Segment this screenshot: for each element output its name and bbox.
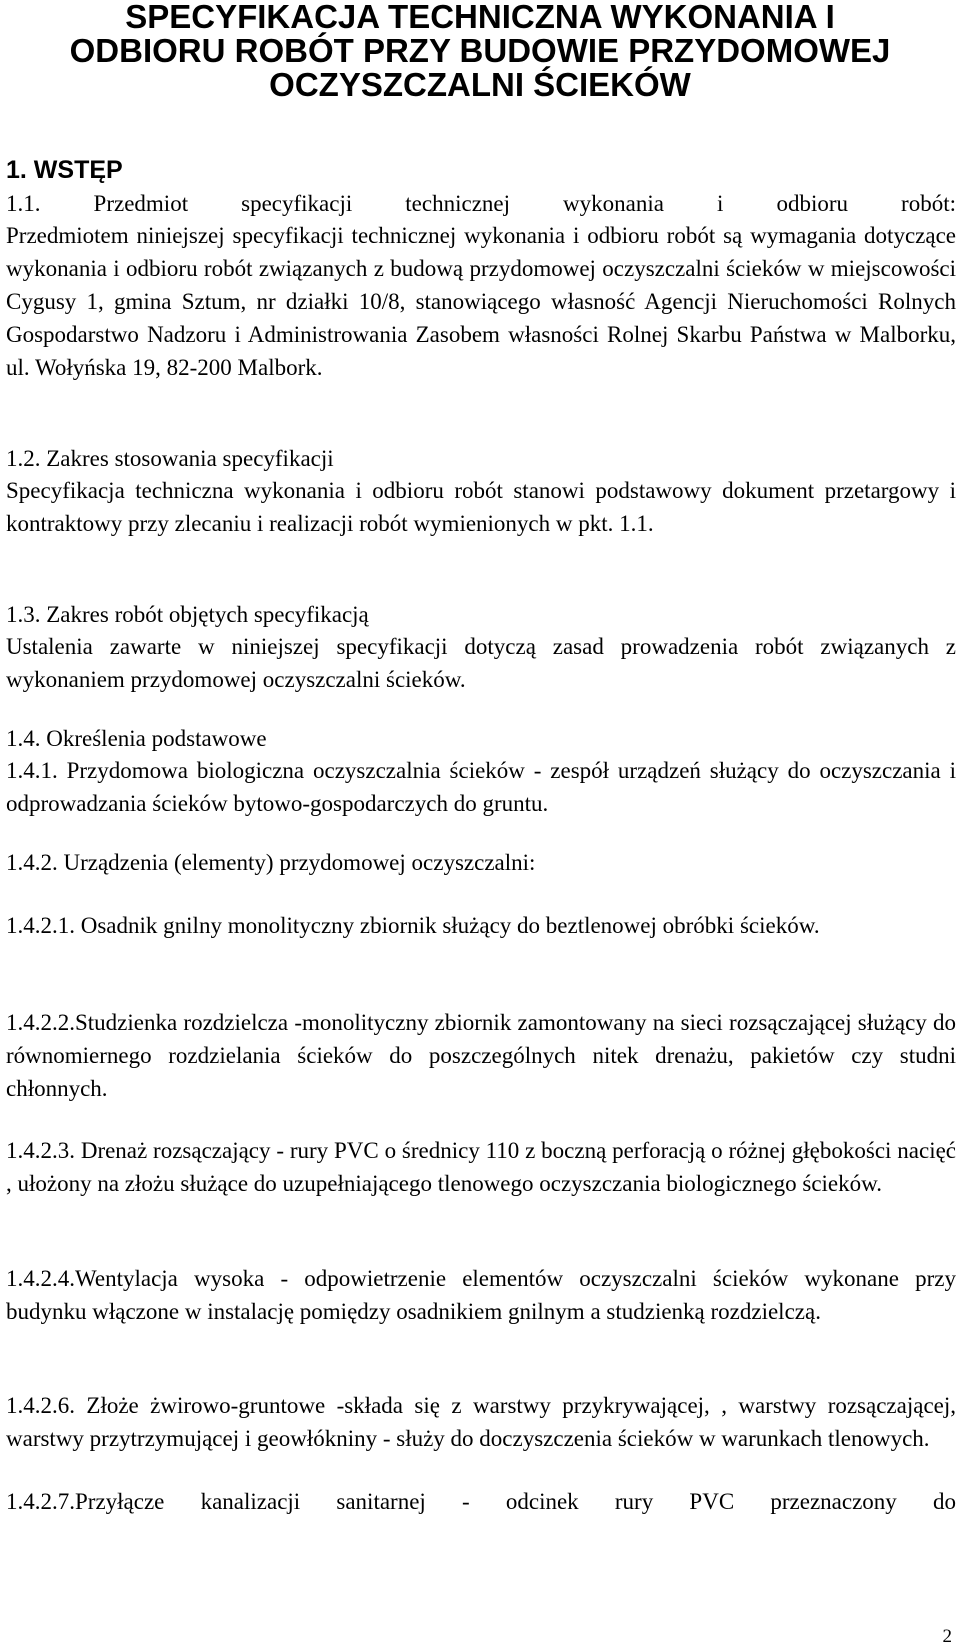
- subsection-1-3-heading: 1.3. Zakres robót objętych specyfikacją: [6, 602, 369, 627]
- section-heading-intro: 1. WSTĘP: [6, 156, 123, 184]
- subsection-1-4-heading: 1.4. Określenia podstawowe: [6, 726, 267, 751]
- subsection-1-2-heading: 1.2. Zakres stosowania specyfikacji: [6, 446, 334, 471]
- definition-1-4-2-4: 1.4.2.4.Wentylacja wysoka - odpowietrzenie elementów oczyszczalni ścieków wykonane przy budynku włączone w instalację pomiędzy osadnikiem gnilnym a studzienką rozdzielczą.: [6, 1266, 956, 1324]
- subsection-1-1-body: Przedmiotem niniejszej specyfikacji technicznej wykonania i odbioru robót są wymagania dotyczące wykonania i odbioru robót związanych z budową przydomowej oczyszczalni ścieków w miejscowości Cygusy 1, gmina Sztum, nr działki 10/8, stanowiącego własność Agencji Nieruchomości Rolnych Gospodarstwo Nadzoru i Administrowania Zasobem własności Rolnej Skarbu Państwa w Malborku, ul. Wołyńska 19, 82-200 Malbork.: [6, 223, 956, 380]
- definition-1-4-1: 1.4.1. Przydomowa biologiczna oczyszczalnia ścieków - zespół urządzeń służący do oczyszczania i odprowadzania ścieków bytowo-gospodarczych do gruntu.: [6, 758, 956, 816]
- definition-1-4-2-1: 1.4.2.1. Osadnik gnilny monolityczny zbiornik służący do beztlenowej obróbki ścieków.: [6, 913, 820, 938]
- subsection-1-1-heading: 1.1. Przedmiot specyfikacji technicznej wykonania i odbioru robót:: [6, 191, 956, 216]
- title-line-2: ODBIORU ROBÓT PRZY BUDOWIE PRZYDOMOWEJ: [69, 32, 891, 69]
- page-number: 2: [942, 1626, 952, 1647]
- title-line-3: OCZYSZCZALNI ŚCIEKÓW: [269, 66, 691, 103]
- definition-1-4-2-2: 1.4.2.2.Studzienka rozdzielcza -monolityczny zbiornik zamontowany na sieci rozsączającej służący do równomiernego rozdzielania ścieków do poszczególnych nitek drenażu, pakietów czy studni chłonnych.: [6, 1010, 956, 1101]
- title-line-1: SPECYFIKACJA TECHNICZNA WYKONANIA I: [125, 0, 835, 35]
- subsection-1-2-body: Specyfikacja techniczna wykonania i odbioru robót stanowi podstawowy dokument przetargowy i kontraktowy przy zlecaniu i realizacji robót wymienionych w pkt. 1.1.: [6, 478, 956, 536]
- definition-1-4-2-3: 1.4.2.3. Drenaż rozsączający - rury PVC o średnicy 110 z boczną perforacją o różnej głębokości nacięć , ułożony na złożu służące do uzupełniającego tlenowego oczyszczania biologicznego ścieków.: [6, 1138, 956, 1196]
- definition-1-4-2-7: 1.4.2.7.Przyłącze kanalizacji sanitarnej - odcinek rury PVC przeznaczony do: [6, 1489, 956, 1514]
- document-title: [0, 0, 960, 102]
- subsection-1-3-body: Ustalenia zawarte w niniejszej specyfikacji dotyczą zasad prowadzenia robót związanych z wykonaniem przydomowej oczyszczalni ścieków.: [6, 634, 956, 692]
- definition-1-4-2: 1.4.2. Urządzenia (elementy) przydomowej oczyszczalni:: [6, 850, 536, 875]
- definition-1-4-2-6: 1.4.2.6. Złoże żwirowo-gruntowe -składa się z warstwy przykrywającej, , warstwy rozsączającej, warstwy przytrzymującej i geowłókniny - służy do doczyszczenia ścieków w warunkach tlenowych.: [6, 1393, 956, 1451]
